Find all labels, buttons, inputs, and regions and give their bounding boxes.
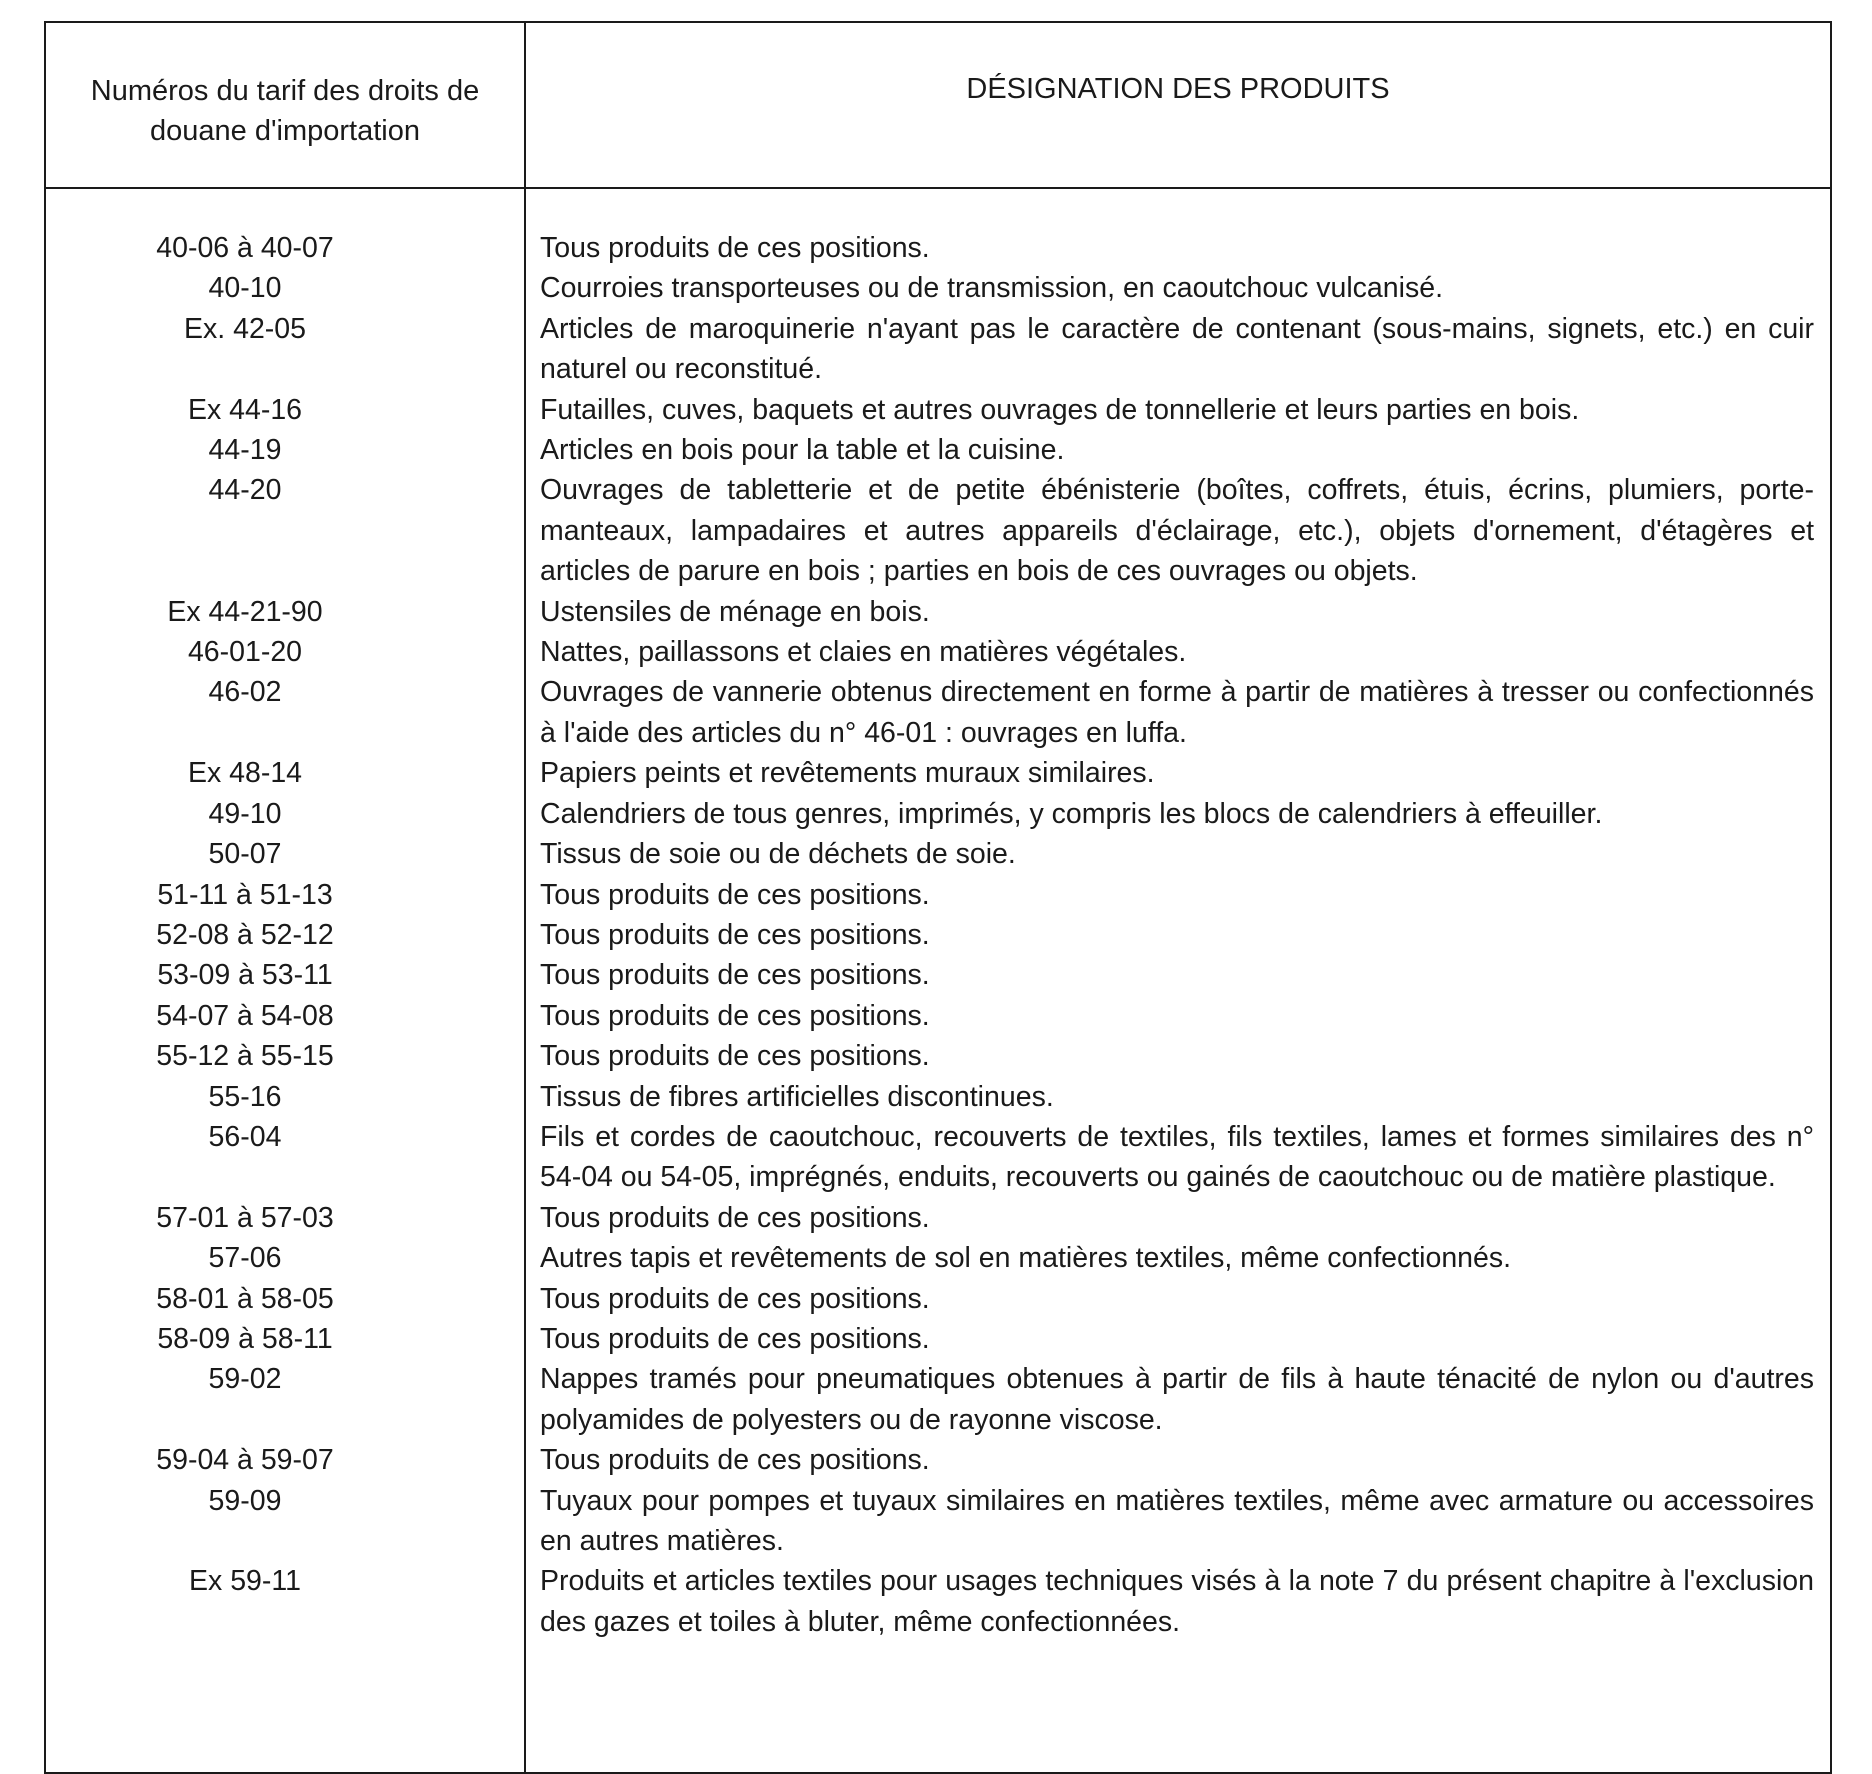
tariff-number: 59-09: [208, 1484, 282, 1517]
table-row: [46, 1561, 1830, 1642]
tariff-number: 44-19: [208, 434, 282, 467]
product-designation: Tous produits de ces positions.: [540, 1040, 930, 1073]
product-designation: Tous produits de ces positions.: [540, 878, 930, 911]
tariff-number: 58-01 à 58-05: [156, 1282, 334, 1315]
tariff-number: 50-07: [208, 838, 282, 871]
tariff-table: [44, 21, 1832, 1774]
tariff-number: 46-01-20: [187, 636, 303, 669]
product-designation: Tous produits de ces positions.: [540, 1282, 930, 1315]
product-designation: Tuyaux pour pompes et tuyaux similaires en matières textiles, même avec armature ou accessoires en autres matières.: [540, 1484, 1814, 1557]
tariff-number: Ex 59-11: [189, 1565, 301, 1598]
tariff-number: 52-08 à 52-12: [156, 918, 334, 951]
product-designation: Tissus de soie ou de déchets de soie.: [540, 838, 1016, 871]
tariff-number: 55-12 à 55-15: [156, 1040, 334, 1073]
header-tariff-numbers: [46, 23, 524, 187]
product-designation: Tissus de fibres artificielles discontinues.: [540, 1080, 1054, 1113]
product-designation: Calendriers de tous genres, imprimés, y compris les blocs de calendriers à effeuiller.: [540, 797, 1603, 830]
header-product-designation: [526, 23, 1830, 187]
table-row: [46, 1359, 1830, 1440]
header-tariff-numbers-label: Numéros du tarif des droits de douane d'importation: [90, 75, 480, 147]
table-row: [46, 1238, 1830, 1278]
table-row: [46, 592, 1830, 632]
table-row: [46, 875, 1830, 915]
table-row: [46, 834, 1830, 874]
tariff-number: Ex 44-16: [187, 393, 303, 426]
product-designation: Fils et cordes de caoutchouc, recouverts de textiles, fils textiles, lames et formes similaires des n° 54-04 ou 54-05, imprégnés, enduits, recouverts ou gainés de caoutchouc ou de matière plastique.: [540, 1120, 1814, 1194]
product-designation: Papiers peints et revêtements muraux similaires.: [540, 757, 1155, 790]
tariff-number: 58-09 à 58-11: [157, 1322, 333, 1355]
table-body: [46, 228, 1830, 1642]
table-row: [46, 1117, 1830, 1198]
table-row: [46, 470, 1830, 591]
header-divider: [46, 187, 1830, 189]
product-designation: Ustensiles de ménage en bois.: [540, 595, 930, 628]
table-row: [46, 955, 1830, 995]
product-designation: Tous produits de ces positions.: [540, 999, 930, 1032]
product-designation: Tous produits de ces positions.: [540, 959, 930, 992]
tariff-number: 59-04 à 59-07: [156, 1444, 334, 1477]
tariff-number: 44-20: [208, 474, 282, 507]
tariff-number: 57-06: [208, 1242, 282, 1275]
tariff-number: 54-07 à 54-08: [156, 999, 334, 1032]
table-row: [46, 753, 1830, 793]
table-row: [46, 1481, 1830, 1562]
product-designation: Tous produits de ces positions.: [540, 232, 930, 264]
header-product-designation-label: DÉSIGNATION DES PRODUITS: [966, 73, 1390, 105]
tariff-number: Ex 44-21-90: [167, 595, 323, 628]
product-designation: Tous produits de ces positions.: [540, 918, 930, 951]
table-row: [46, 228, 1830, 268]
tariff-number: 40-10: [208, 272, 282, 305]
table-row: [46, 1077, 1830, 1117]
table-row: [46, 632, 1830, 672]
tariff-number: 49-10: [208, 797, 282, 830]
table-row: [46, 390, 1830, 430]
table-row: [46, 1036, 1830, 1076]
product-designation: Courroies transporteuses ou de transmission, en caoutchouc vulcanisé.: [540, 272, 1443, 305]
table-row: [46, 268, 1830, 308]
table-row: [46, 430, 1830, 470]
tariff-number: Ex 48-14: [187, 757, 303, 790]
table-row: [46, 1279, 1830, 1319]
product-designation: Articles en bois pour la table et la cuisine.: [540, 434, 1065, 467]
tariff-number: 56-04: [208, 1120, 282, 1153]
table-row: [46, 1198, 1830, 1238]
table-row: [46, 1440, 1830, 1480]
tariff-number: 53-09 à 53-11: [157, 959, 333, 992]
table-row: [46, 1319, 1830, 1359]
tariff-number: 57-01 à 57-03: [156, 1201, 334, 1234]
table-row: [46, 672, 1830, 753]
tariff-number: 55-16: [208, 1080, 282, 1113]
product-designation: Ouvrages de vannerie obtenus directement en forme à partir de matières à tresser ou confectionnés à l'aide des articles du n° 46-01 : ouvrages en luffa.: [540, 676, 1814, 749]
table-row: [46, 915, 1830, 955]
product-designation: Produits et articles textiles pour usages techniques visés à la note 7 du présent chapitre à l'exclusion des gazes et toiles à bluter, même confectionnées.: [540, 1565, 1814, 1638]
tariff-number: 40-06 à 40-07: [156, 232, 334, 264]
product-designation: Tous produits de ces positions.: [540, 1201, 930, 1234]
tariff-number: 59-02: [208, 1363, 282, 1396]
product-designation: Autres tapis et revêtements de sol en matières textiles, même confectionnés.: [540, 1242, 1512, 1275]
table-row: [46, 309, 1830, 390]
table-row: [46, 794, 1830, 834]
tariff-number: Ex. 42-05: [184, 312, 306, 345]
product-designation: Tous produits de ces positions.: [540, 1444, 930, 1477]
product-designation: Nattes, paillassons et claies en matières végétales.: [540, 636, 1187, 669]
tariff-number: 46-02: [208, 676, 282, 709]
table-row: [46, 996, 1830, 1036]
product-designation: Tous produits de ces positions.: [540, 1322, 930, 1355]
product-designation: Futailles, cuves, baquets et autres ouvrages de tonnellerie et leurs parties en bois.: [540, 393, 1580, 426]
product-designation: Ouvrages de tabletterie et de petite ébénisterie (boîtes, coffrets, étuis, écrins, plumiers, porte-manteaux, lampadaires et autres appareils d'éclairage, etc.), objets d'ornement, d'étagères et articles de parure en bois ; parties en bois de ces ouvrages ou objets.: [540, 474, 1814, 588]
product-designation: Nappes tramés pour pneumatiques obtenues à partir de fils à haute ténacité de nylon ou d'autres polyamides de polyesters ou de rayonne viscose.: [540, 1363, 1814, 1436]
tariff-number: 51-11 à 51-13: [157, 878, 333, 911]
product-designation: Articles de maroquinerie n'ayant pas le caractère de contenant (sous-mains, signets, etc.) en cuir naturel ou reconstitué.: [540, 312, 1814, 386]
